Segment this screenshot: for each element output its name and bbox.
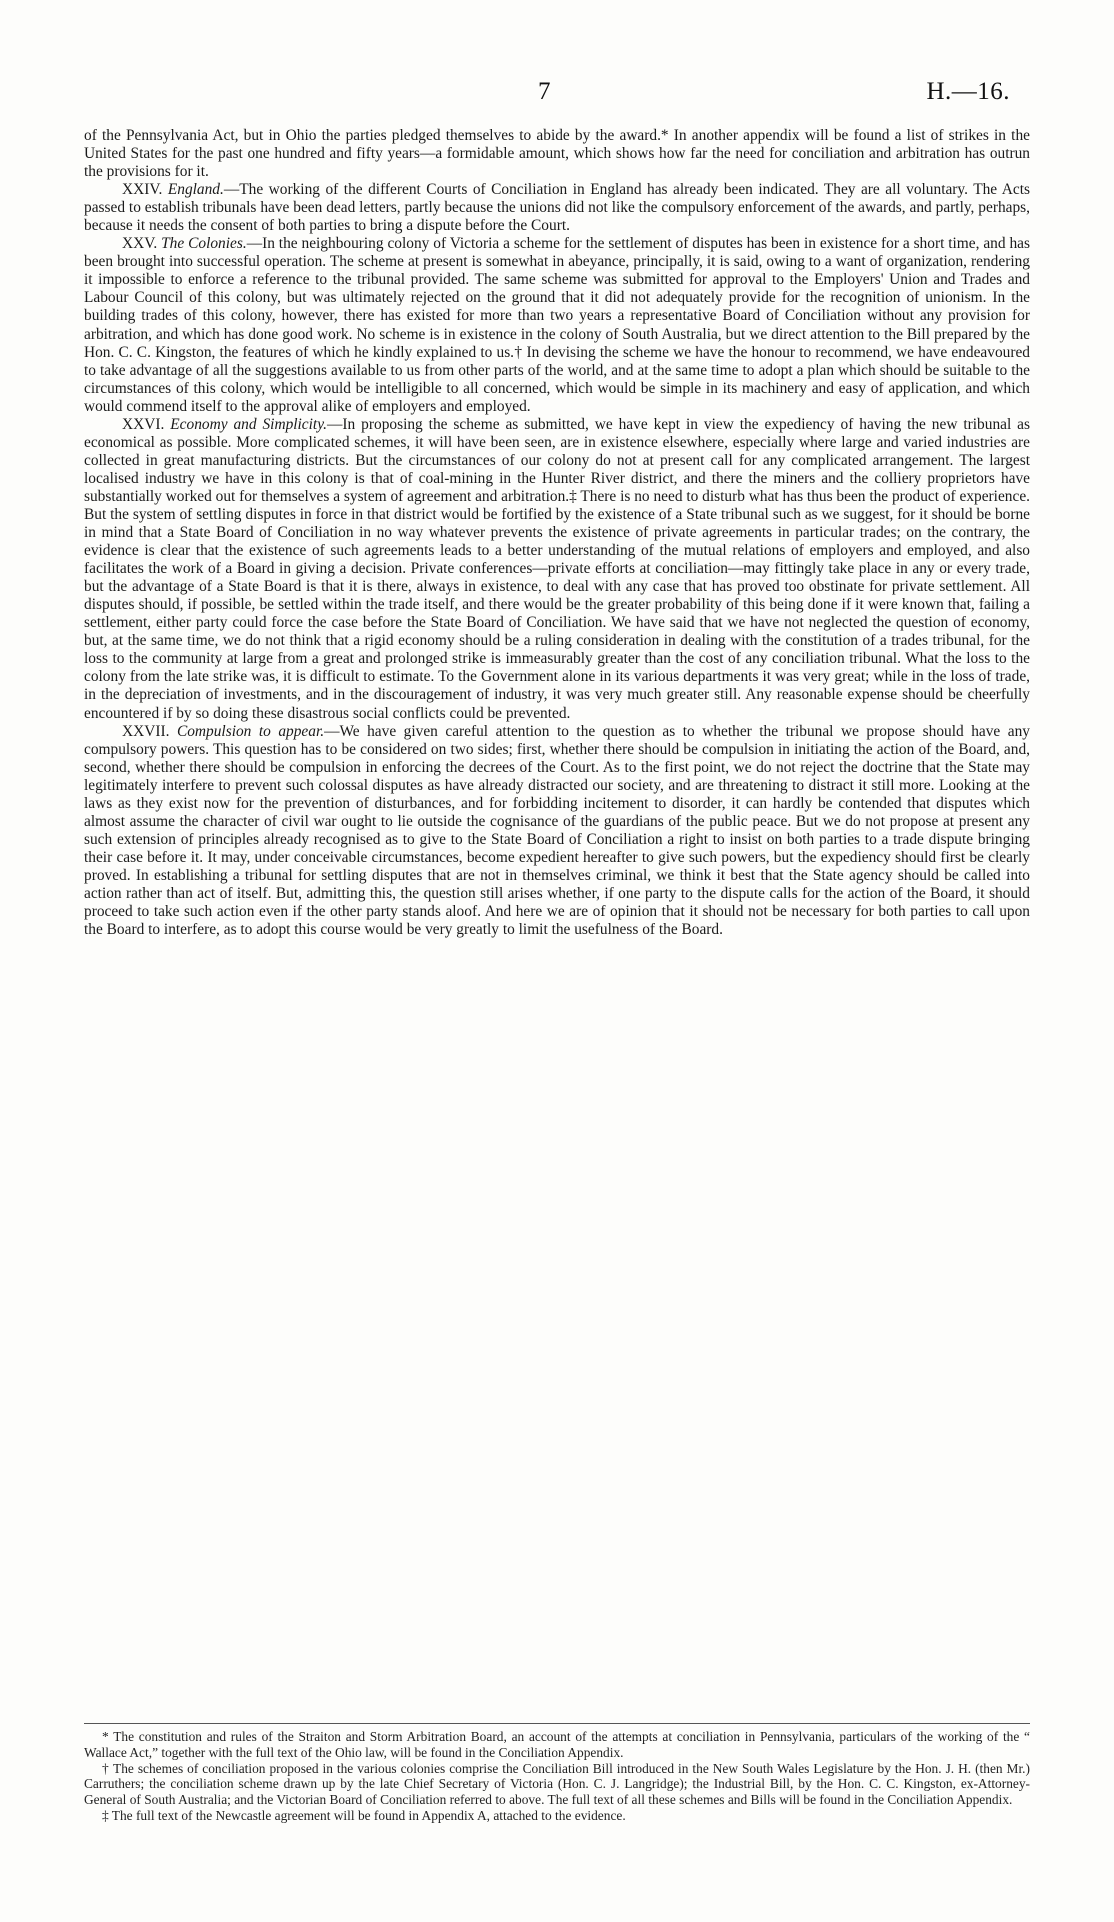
section-xxvii [84,723,1030,940]
section-text: —The working of the different Courts of Conciliation in England has already been indicated. They are all voluntary. The Acts passed to establish tribunals have been dead letters, partly because the unions did not like the compulsory enforcement of the awards, and partly, perhaps, because it needs the consent of both parties to bring a dispute before the Court. [84,181,1030,235]
footnote-divider [84,1723,1030,1724]
section-xxv [84,235,1030,415]
section-xxiv [84,181,1030,235]
page-number: 7 [538,78,551,105]
footnote-dagger: † The schemes of conciliation proposed in the various colonies comprise the Conciliation Bill introduced in the New South Wales Legislature by the Hon. J. H. (then Mr.) Carruthers; the conciliation scheme drawn up by the late Chief Secretary of Victoria (Hon. C. J. Langridge); the Industrial Bill, by the Hon. C. C. Kingston, ex-Attorney-General of South Australia; and the Victorian Board of Conciliation referred to above. The full text of all these schemes and Bills will be found in the Conciliation Appendix. [84,1760,1030,1808]
section-numeral: XXV. [122,235,158,253]
document-reference: H.—16. [926,78,1010,105]
body-text [84,127,1030,939]
section-title: Compulsion to appear. [176,722,325,740]
footnotes [84,1729,1030,1824]
section-numeral: XXVII. [122,722,170,740]
section-xxvi [84,416,1030,723]
section-text: —In proposing the scheme as submitted, we have kept in view the expediency of having the new tribunal as economical as possible. More complicated schemes, it will have been seen, are in existence elsewhere, especially where large and varied industries are collected in great manufacturing districts. But the circumstances of our colony do not at present call for any complicated arrangement. The largest localised industry we have in this colony is that of coal-mining in the Hunter River district, and there the miners and the colliery proprietors have substantially worked out for themselves a system of agreement and arbitration.‡ There is no need to disturb what has thus been the product of experience. But the system of settling disputes in force in that district would be fortified by the existence of a State tribunal such as we suggest, for it should be borne in mind that a State Board of Conciliation in no way whatever prevents the existence of private agreements in particular trades; on the contrary, the evidence is clear that the existence of such agreements leads to a better understanding of the mutual relations of employers and employed, and also facilitates the work of a Board in giving a decision. Private conferences—private efforts at conciliation—may fittingly take place in any or every trade, but the advantage of a State Board is that it is there, always in existence, to deal with any case that has proved too obstinate for private settlement. All disputes should, if possible, be settled within the trade itself, and there would be the greater probability of this being done if it were known that, failing a settlement, either party could force the case before the State Board of Conciliation. We have said that we have not neglected the question of economy, but, at the same time, we do not think that a rigid economy should be a ruling consideration in dealing with the constitution of a trades tribunal, for the loss to the community at large from a great and prolonged strike is immeasurably greater than the cost of any conciliation tribunal. What the loss to the colony from the late strike was, it is difficult to estimate. To the Government alone in its various departments it was very great; while in the loss of trade, in the depreciation of investments, and in the discouragement of industry, it was very much greater still. Any reasonable expense should be cheerfully encountered if by so doing these disastrous social conflicts could be prevented. [84,415,1030,722]
section-text: —We have given careful attention to the question as to whether the tribunal we propose should have any compulsory powers. This question has to be considered on two sides; first, whether there should be compulsion in initiating the action of the Board, and, second, whether there should be compulsion in enforcing the decrees of the Court. As to the first point, we do not reject the doctrine that the State may legitimately interfere to prevent such colossal disputes as have already distracted our society, and are threatening to distract it still more. Looking at the laws as they exist now for the prevention of disturbances, and for forbidding incitement to disorder, it can hardly be contended that disputes which almost assume the character of civil war ought to lie outside the cognisance of the guardians of the public peace. But we do not propose at present any such extension of principles already recognised as to give to the State Board of Conciliation a right to insist on both parties to a trade dispute bringing their case before it. It may, under conceivable circumstances, become expedient hereafter to give such powers, but the expediency should first be clearly proved. In establishing a tribunal for settling disputes that are not in themselves criminal, we think it best that the State agency should be called into action rather than act of itself. But, admitting this, the question still arises whether, if one party to the dispute calls for the action of the Board, it should proceed to take such action even if the other party stands aloof. And here we are of opinion that it should not be necessary for both parties to call upon the Board to interfere, as to adopt this course would be very greatly to limit the usefulness of the Board. [84,722,1030,939]
section-numeral: XXVI. [122,415,165,433]
section-numeral: XXIV. [122,181,163,199]
section-title: Economy and Simplicity. [170,415,328,433]
section-text: —In the neighbouring colony of Victoria a scheme for the settlement of disputes has been in existence for a short time, and has been brought into successful operation. The scheme at present is somewhat in abeyance, principally, it is said, owing to a want of organization, rendering it impossible to enforce a reference to the tribunal provided. The same scheme was submitted for approval to the Employers' Union and Trades and Labour Council of this colony, but was ultimately rejected on the ground that it did not adequately provide for the recognition of unionism. In the building trades of this colony, however, there has existed for more than two years a representative Board of Conciliation without any provision for arbitration, and which has done good work. No scheme is in existence in the colony of South Australia, but we direct attention to the Bill prepared by the Hon. C. C. Kingston, the features of which he kindly explained to us.† In devising the scheme we have the honour to recommend, we have endeavoured to take advantage of all the suggestions available to us from other parts of the world, and at the same time to adopt a plan which should be suitable to the circumstances of this colony, which would be intelligible to all concerned, which would be simple in its machinery and easy of application, and which would commend itself to the approval alike of employers and employed. [84,235,1030,415]
opening-paragraph: of the Pennsylvania Act, but in Ohio the parties pledged themselves to abide by the award.* In another appendix will be found a list of strikes in the United States for the past one hundred and fifty years—a formidable amount, which shows how far the need for conciliation and arbitration has outrun the provisions for it. [84,127,1030,181]
footnote-double-dagger: ‡ The full text of the Newcastle agreement will be found in Appendix A, attached to the evidence. [102,1807,626,1823]
section-title: England. [167,181,224,199]
page-header [0,78,1114,112]
section-title: The Colonies. [161,235,247,253]
footnote-asterisk: * The constitution and rules of the Straiton and Storm Arbitration Board, an account of the attempts at conciliation in Pennsylvania, particulars of the working of the “ Wallace Act,” together with the full text of the Ohio law, will be found in the Conciliation Appendix. [84,1729,1030,1760]
